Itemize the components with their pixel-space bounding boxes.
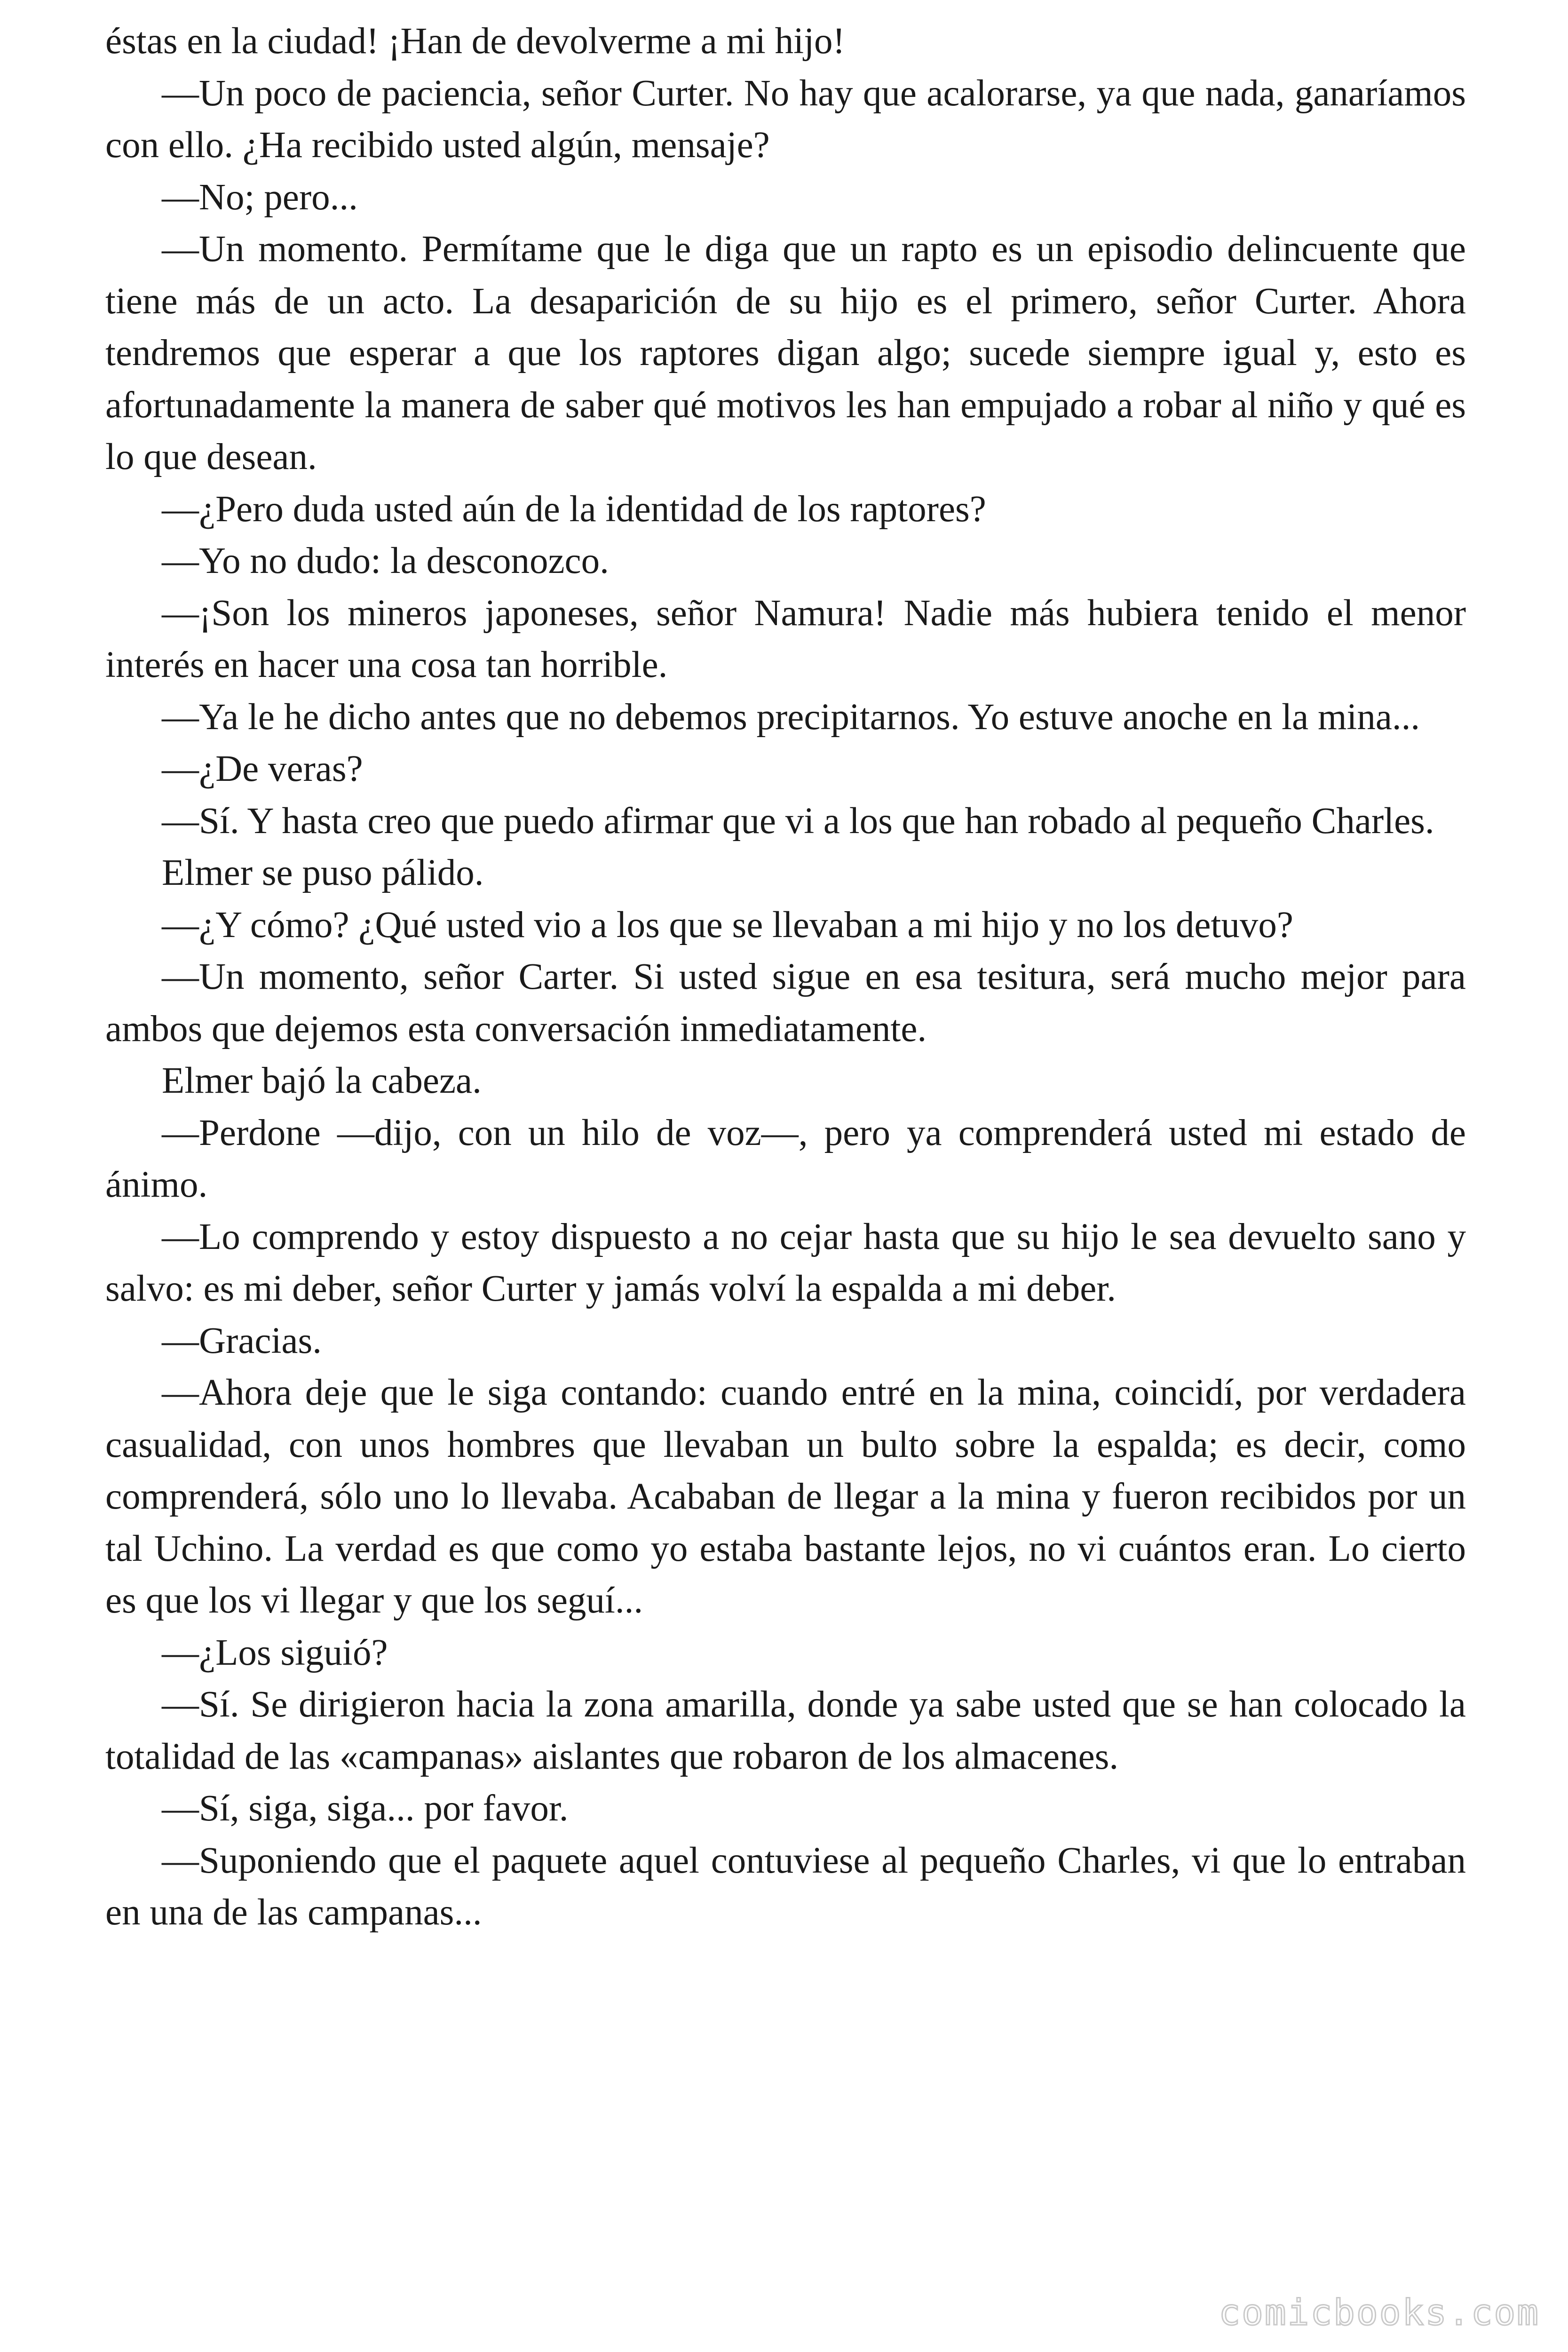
paragraph: —¿Pero duda usted aún de la identidad de los raptores? xyxy=(162,488,986,530)
paragraph: —Suponiendo que el paquete aquel contuviese al pequeño Charles, vi que lo entraban en una de las campanas... xyxy=(105,1840,1466,1933)
paragraph: —¿De veras? xyxy=(162,748,363,789)
paragraph: Elmer bajó la cabeza. xyxy=(162,1060,482,1101)
book-page xyxy=(105,16,1466,1939)
paragraph: —Gracias. xyxy=(162,1320,322,1361)
watermark: comicbooks.com xyxy=(1219,2291,1540,2333)
paragraph: —No; pero... xyxy=(162,176,358,218)
paragraph: —¡Son los mineros japoneses, señor Namura! Nadie más hubiera tenido el menor interés en hacer una cosa tan horrible. xyxy=(105,592,1466,685)
paragraph: —Sí, siga, siga... por favor. xyxy=(162,1788,569,1829)
paragraph: —Sí. Y hasta creo que puedo afirmar que vi a los que han robado al pequeño Charles. xyxy=(162,800,1434,842)
paragraph: —Lo comprendo y estoy dispuesto a no cejar hasta que su hijo le sea devuelto sano y salvo: es mi deber, señor Curter y jamás volví la espalda a mi deber. xyxy=(105,1216,1466,1309)
paragraph: —Yo no dudo: la desconozco. xyxy=(162,540,609,581)
paragraph: —Un momento, señor Carter. Si usted sigue en esa tesitura, será mucho mejor para ambos que dejemos esta conversación inmediatamente. xyxy=(105,956,1466,1049)
paragraph: —Sí. Se dirigieron hacia la zona amarilla, donde ya sabe usted que se han colocado la totalidad de las «campanas» aislantes que robaron de los almacenes. xyxy=(105,1684,1466,1777)
paragraph-continuation: éstas en la ciudad! ¡Han de devolverme a mi hijo! xyxy=(105,21,845,62)
paragraph: —¿Y cómo? ¿Qué usted vio a los que se llevaban a mi hijo y no los detuvo? xyxy=(162,904,1293,946)
paragraph: Elmer se puso pálido. xyxy=(162,852,484,893)
paragraph: —Perdone —dijo, con un hilo de voz—, pero ya comprenderá usted mi estado de ánimo. xyxy=(105,1112,1466,1205)
paragraph: —Un poco de paciencia, señor Curter. No hay que acalorarse, ya que nada, ganaríamos con ello. ¿Ha recibido usted algún, mensaje? xyxy=(105,72,1466,166)
paragraph: —Ahora deje que le siga contando: cuando entré en la mina, coincidí, por verdadera casualidad, con unos hombres que llevaban un bulto sobre la espalda; es decir, como comprenderá, sólo uno lo llevaba. Acababan de llegar a la mina y fueron recibidos por un tal Uchino. La verdad es que como yo estaba bastante lejos, no vi cuántos eran. Lo cierto es que los vi llegar y que los seguí... xyxy=(105,1372,1466,1621)
paragraph: —Un momento. Permítame que le diga que un rapto es un episodio delincuente que tiene más de un acto. La desaparición de su hijo es el primero, señor Curter. Ahora tendremos que esperar a que los raptores digan algo; sucede siempre igual y, esto es afortunadamente la manera de saber qué motivos les han empujado a robar al niño y qué es lo que desean. xyxy=(105,229,1466,477)
paragraph: —¿Los siguió? xyxy=(162,1632,388,1673)
paragraph: —Ya le he dicho antes que no debemos precipitarnos. Yo estuve anoche en la mina... xyxy=(162,696,1420,738)
